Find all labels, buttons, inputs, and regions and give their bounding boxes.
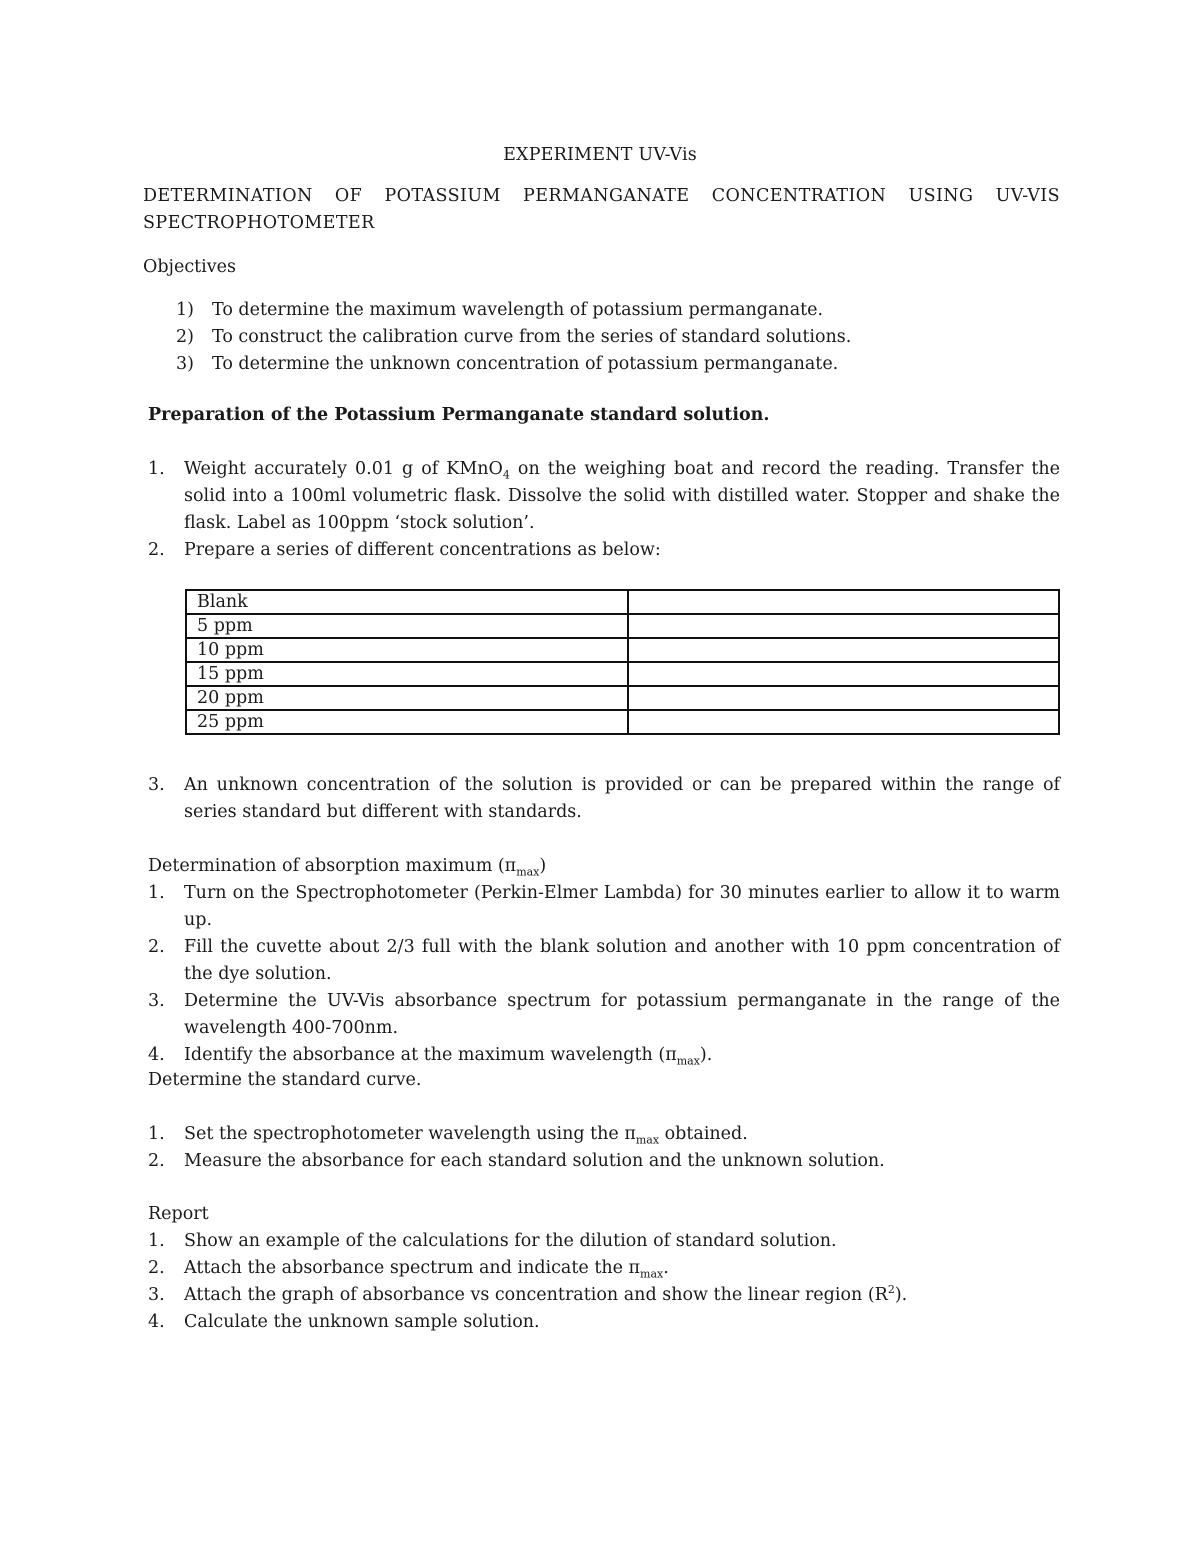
document-title: EXPERIMENT UV-Vis xyxy=(503,145,697,165)
lambda-max-subscript: max xyxy=(676,1054,700,1068)
table-cell-concentration: 25 ppm xyxy=(186,710,628,734)
report-heading: Report xyxy=(148,1204,209,1224)
table-cell-concentration: 10 ppm xyxy=(186,638,628,662)
absorption-steps xyxy=(148,880,1060,1069)
step-number: 2. xyxy=(148,540,165,560)
step-number: 1. xyxy=(148,459,165,479)
step-number: 4. xyxy=(148,1045,165,1065)
table-cell-concentration: Blank xyxy=(186,590,628,614)
table-cell-concentration: 15 ppm xyxy=(186,662,628,686)
table-cell-empty xyxy=(628,614,1059,638)
absorption-step xyxy=(148,1042,1060,1069)
table-cell-empty xyxy=(628,590,1059,614)
step-number: 1. xyxy=(148,1124,165,1144)
curve-step xyxy=(148,1148,1060,1175)
objective-item xyxy=(176,351,896,378)
table-cell-empty xyxy=(628,686,1059,710)
preparation-step xyxy=(148,772,1060,826)
standard-curve-steps xyxy=(148,1121,1060,1175)
table-row xyxy=(186,590,1059,614)
step-text-after: on the weighing boat and record the reading. Transfer the solid into a 100ml volumetric flask. Dissolve the solid with distilled water. Stopper and shake the flask. Label as 100ppm ‘stock solution’. xyxy=(184,459,1060,533)
document-heading: DETERMINATION OF POTASSIUM PERMANGANATE CONCENTRATION USING UV-VIS SPECTROPHOTOMETER xyxy=(143,186,1060,233)
step-text: Turn on the Spectrophotometer (Perkin-Elmer Lambda) for 30 minutes earlier to allow it to warm up. xyxy=(184,883,1060,930)
step-number: 2. xyxy=(148,1258,165,1278)
table-row xyxy=(186,614,1059,638)
preparation-step xyxy=(148,537,1060,564)
r-squared-superscript: 2 xyxy=(887,1283,895,1297)
preparation-steps xyxy=(148,456,1060,564)
preparation-heading: Preparation of the Potassium Permanganate standard solution. xyxy=(148,405,770,425)
step-number: 1. xyxy=(148,883,165,903)
step-number: 4. xyxy=(148,1312,165,1332)
step-number: 1. xyxy=(148,1231,165,1251)
objective-text: To construct the calibration curve from the series of standard solutions. xyxy=(212,327,852,347)
objective-item xyxy=(176,297,896,324)
objectives-label: Objectives xyxy=(143,257,236,277)
step-text-before: Weight accurately 0.01 g of KMnO xyxy=(184,459,503,479)
step-text-after: ). xyxy=(699,1045,713,1065)
report-step xyxy=(148,1282,1060,1309)
table-cell-empty xyxy=(628,662,1059,686)
absorption-step xyxy=(148,880,1060,934)
report-step xyxy=(148,1309,1060,1336)
lambda-max-subscript: max xyxy=(516,865,540,879)
objective-item xyxy=(176,324,896,351)
absorption-heading-text: Determination of absorption maximum (π xyxy=(148,856,517,876)
report-step xyxy=(148,1255,1060,1282)
table-row xyxy=(186,638,1059,662)
table-row xyxy=(186,686,1059,710)
report-steps xyxy=(148,1228,1060,1336)
step-number: 2. xyxy=(148,937,165,957)
preparation-steps-continued xyxy=(148,772,1060,826)
table-cell-concentration: 5 ppm xyxy=(186,614,628,638)
absorption-step xyxy=(148,988,1060,1042)
objective-number: 3) xyxy=(176,354,194,374)
objective-number: 2) xyxy=(176,327,194,347)
table-cell-empty xyxy=(628,638,1059,662)
formula-subscript: 4 xyxy=(502,468,510,482)
curve-step xyxy=(148,1121,1060,1148)
preparation-step xyxy=(148,456,1060,537)
step-text xyxy=(184,1042,1060,1069)
concentration-table xyxy=(185,589,1060,735)
step-text: Measure the absorbance for each standard solution and the unknown solution. xyxy=(184,1151,885,1171)
step-text: Fill the cuvette about 2/3 full with the blank solution and another with 10 ppm concentration of the dye solution. xyxy=(184,937,1060,984)
step-text: Determine the UV-Vis absorbance spectrum for potassium permanganate in the range of the wavelength 400-700nm. xyxy=(184,991,1060,1038)
absorption-heading-close: ) xyxy=(539,856,547,876)
step-text: An unknown concentration of the solution is provided or can be prepared within the range of series standard but different with standards. xyxy=(184,775,1060,822)
report-step xyxy=(148,1228,1060,1255)
standard-curve-heading: Determine the standard curve. xyxy=(148,1070,422,1090)
step-text xyxy=(184,1282,1060,1309)
absorption-heading xyxy=(148,853,546,880)
lambda-max-subscript: max xyxy=(640,1267,664,1281)
step-number: 3. xyxy=(148,991,165,1011)
step-text: Show an example of the calculations for the dilution of standard solution. xyxy=(184,1231,837,1251)
step-text-after: obtained. xyxy=(659,1124,748,1144)
step-text-before: Attach the graph of absorbance vs concentration and show the linear region (R xyxy=(184,1285,888,1305)
step-text-after: ). xyxy=(894,1285,908,1305)
step-number: 3. xyxy=(148,775,165,795)
step-text: Calculate the unknown sample solution. xyxy=(184,1312,540,1332)
objective-number: 1) xyxy=(176,300,194,320)
lambda-max-subscript: max xyxy=(635,1133,660,1147)
objectives-list xyxy=(176,297,896,378)
absorption-step xyxy=(148,934,1060,988)
step-text xyxy=(184,1255,1060,1282)
step-text-before: Set the spectrophotometer wavelength using the π xyxy=(184,1124,636,1144)
table-cell-concentration: 20 ppm xyxy=(186,686,628,710)
step-text: Prepare a series of different concentrations as below: xyxy=(184,540,661,560)
step-text-before: Attach the absorbance spectrum and indicate the π xyxy=(184,1258,641,1278)
table-cell-empty xyxy=(628,710,1059,734)
step-number: 2. xyxy=(148,1151,165,1171)
step-text-after: . xyxy=(663,1258,669,1278)
step-number: 3. xyxy=(148,1285,165,1305)
step-text-before: Identify the absorbance at the maximum wavelength (π xyxy=(184,1045,677,1065)
objective-text: To determine the unknown concentration of potassium permanganate. xyxy=(212,354,839,374)
objective-text: To determine the maximum wavelength of potassium permanganate. xyxy=(212,300,824,320)
step-text xyxy=(184,456,1060,537)
table-row xyxy=(186,662,1059,686)
table-row xyxy=(186,710,1059,734)
step-text xyxy=(184,1121,1060,1148)
